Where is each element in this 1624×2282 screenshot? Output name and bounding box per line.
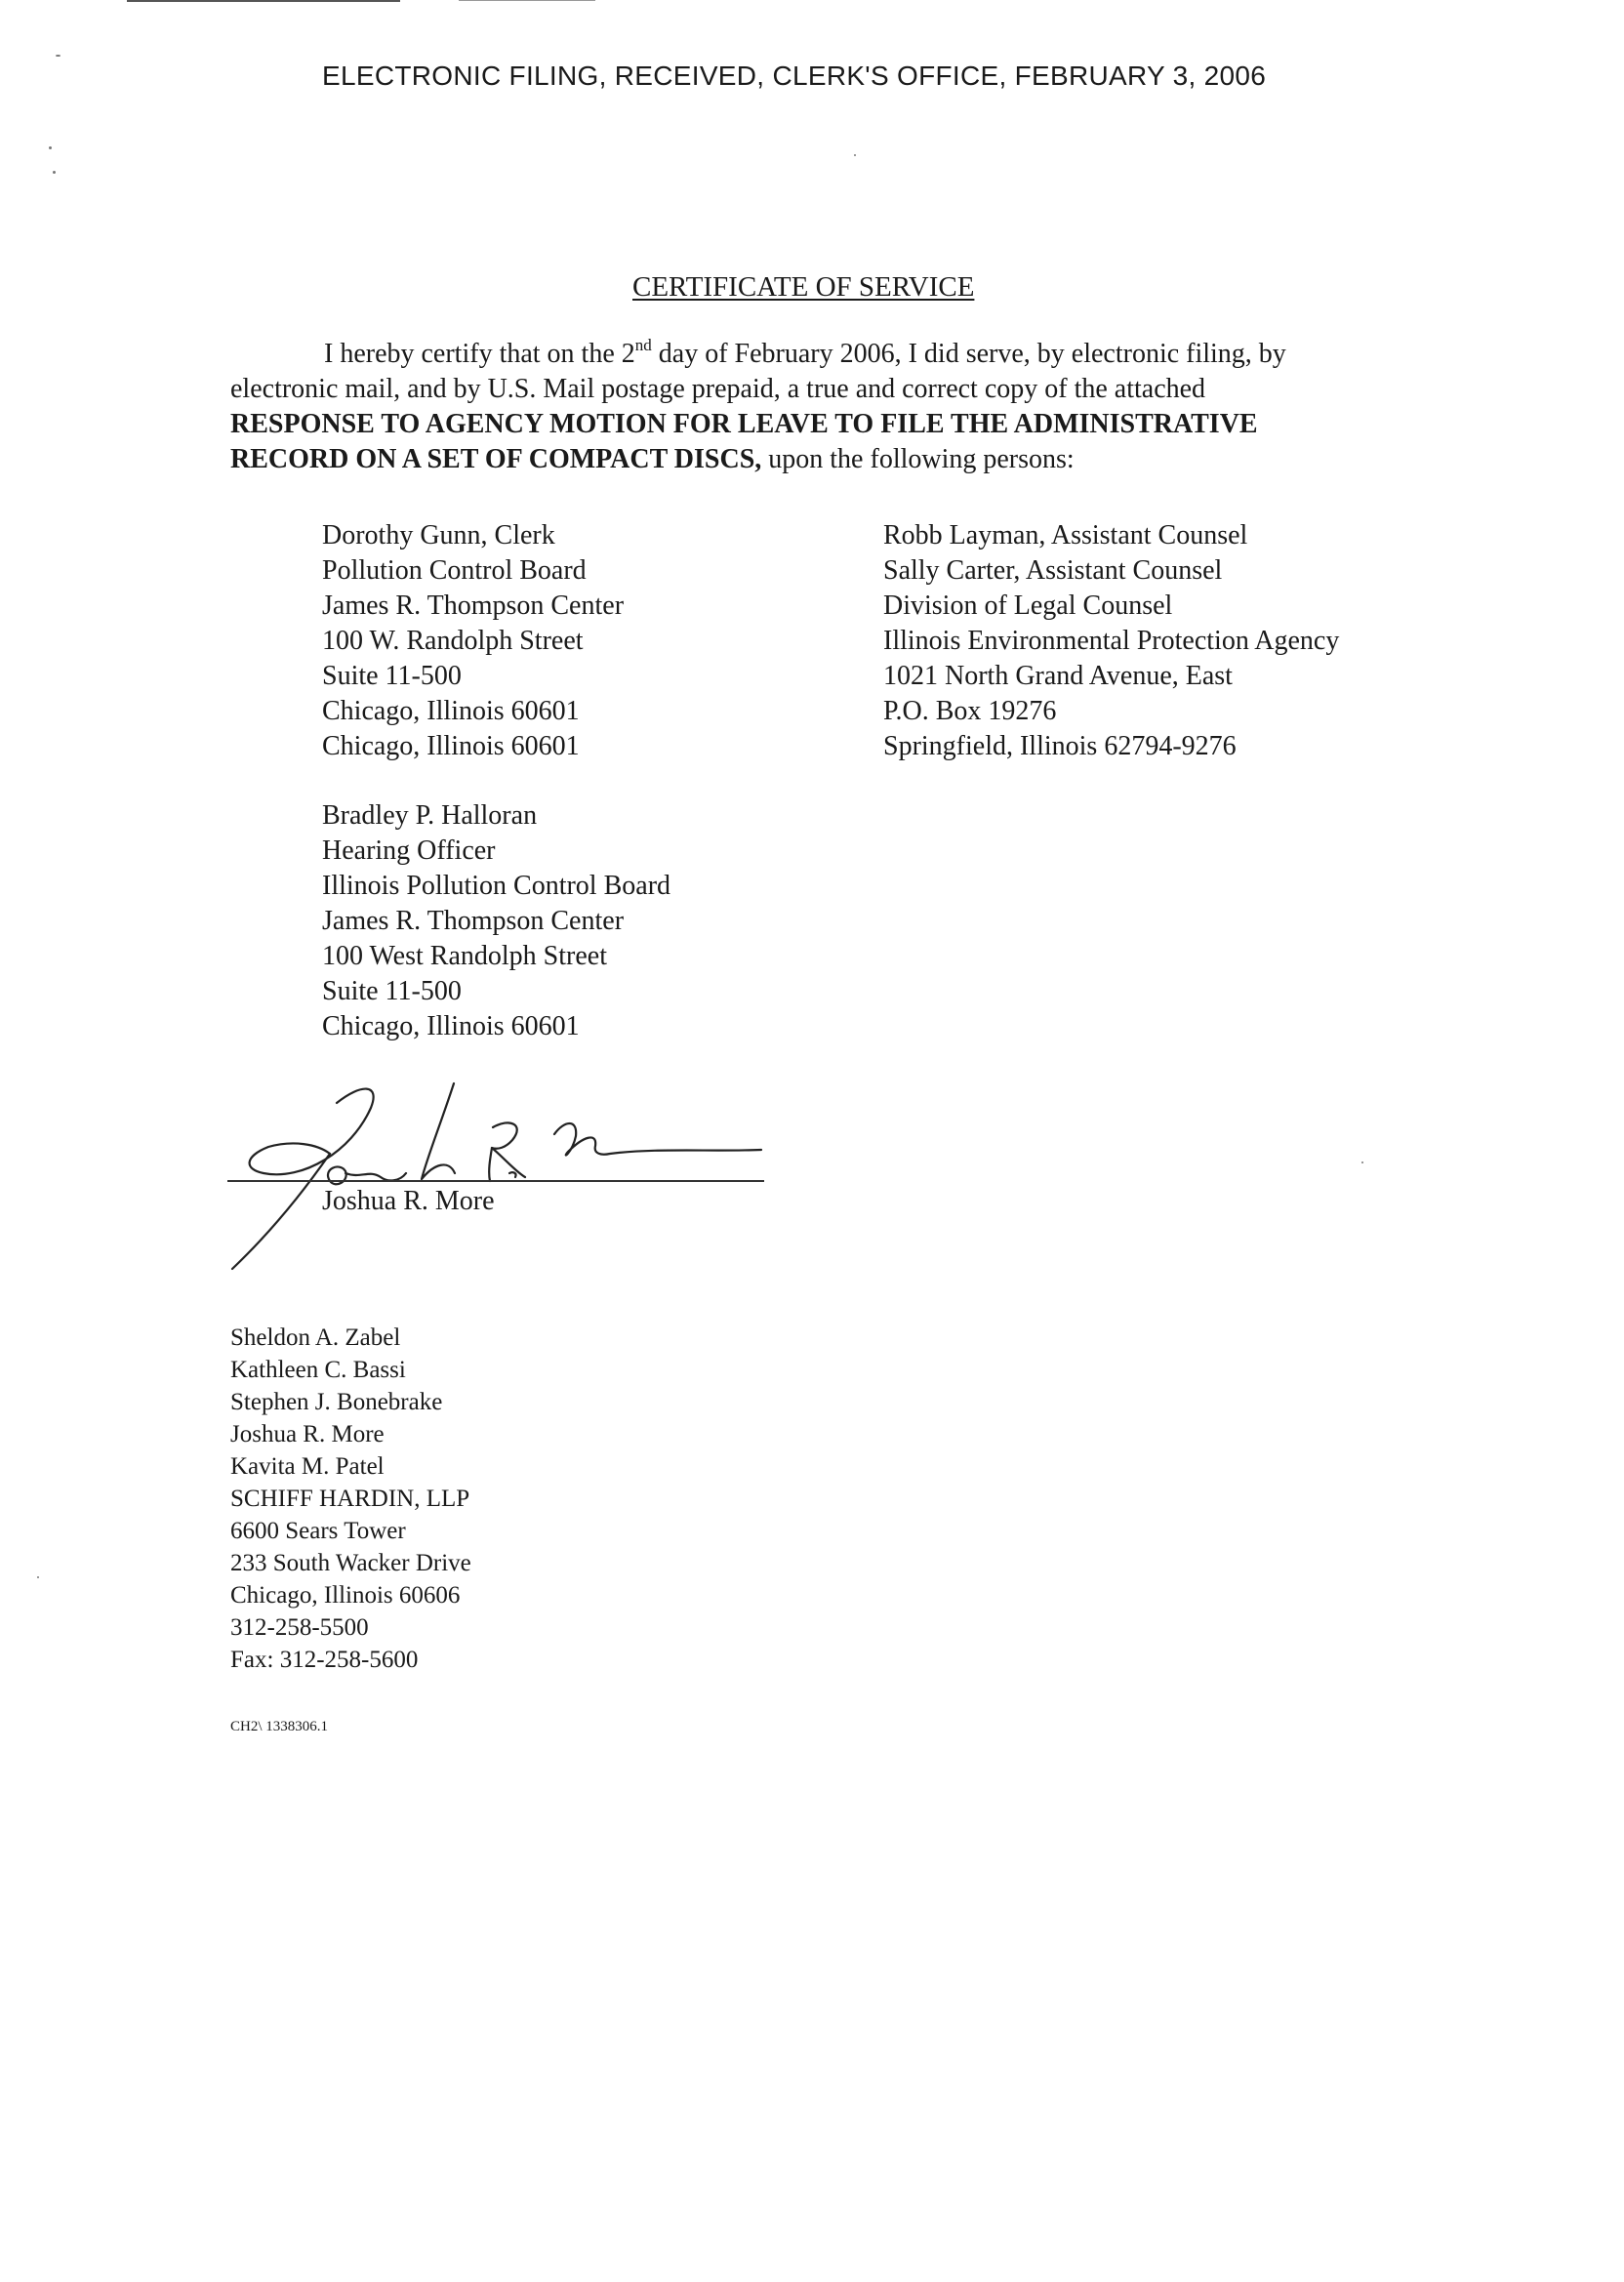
firm-line: 312-258-5500 <box>230 1614 369 1641</box>
address-line: 1021 North Grand Avenue, East <box>883 661 1233 691</box>
address-line: Illinois Pollution Control Board <box>322 871 671 901</box>
address-line: Division of Legal Counsel <box>883 591 1173 621</box>
document-title-line-1: RESPONSE TO AGENCY MOTION FOR LEAVE TO FILE THE ADMINISTRATIVE <box>230 409 1258 439</box>
scan-speck <box>1361 1161 1363 1163</box>
firm-line: Kavita M. Patel <box>230 1453 385 1480</box>
document-id: CH2\ 1338306.1 <box>230 1719 329 1734</box>
address-line: Springfield, Illinois 62794-9276 <box>883 731 1237 761</box>
handwritten-signature <box>215 1064 781 1279</box>
address-line: Suite 11-500 <box>322 976 462 1006</box>
firm-line: Fax: 312-258-5600 <box>230 1647 419 1673</box>
filing-stamp: ELECTRONIC FILING, RECEIVED, CLERK'S OFFICE, FEBRUARY 3, 2006 <box>322 61 1267 91</box>
closing-text: upon the following persons: <box>761 444 1075 474</box>
certificate-title: CERTIFICATE OF SERVICE <box>632 271 975 303</box>
address-line: James R. Thompson Center <box>322 591 625 621</box>
firm-line: 233 South Wacker Drive <box>230 1550 471 1576</box>
firm-line: Sheldon A. Zabel <box>230 1324 401 1351</box>
intro-text-3: electronic mail, and by U.S. Mail postage prepaid, a true and correct copy of the attached <box>230 374 1206 404</box>
document-title-line-2: RECORD ON A SET OF COMPACT DISCS, <box>230 444 762 474</box>
address-line: Illinois Environmental Protection Agency <box>883 626 1340 656</box>
address-line: Bradley P. Halloran <box>322 800 538 831</box>
ordinal-suffix: nd <box>634 336 652 354</box>
scan-speck <box>49 146 52 149</box>
address-line: Chicago, Illinois 60601 <box>322 696 580 726</box>
address-line: Suite 11-500 <box>322 661 462 691</box>
scan-artifact-line <box>127 0 400 2</box>
address-line: 100 W. Randolph Street <box>322 626 584 656</box>
signature-line <box>227 1180 764 1182</box>
firm-line: SCHIFF HARDIN, LLP <box>230 1486 470 1512</box>
scan-speck <box>37 1576 39 1578</box>
scan-artifact-line <box>459 0 595 1</box>
address-line: Pollution Control Board <box>322 555 587 586</box>
firm-line: 6600 Sears Tower <box>230 1518 406 1544</box>
scan-speck <box>854 154 856 156</box>
law-firm-block <box>230 1322 471 1676</box>
firm-line: Stephen J. Bonebrake <box>230 1389 443 1415</box>
recipient-block-clerk <box>322 518 624 764</box>
scan-speck <box>56 55 61 57</box>
recipient-block-agency <box>883 518 1339 764</box>
certificate-paragraph <box>230 337 1431 477</box>
intro-text-1: I hereby certify that on the 2 <box>324 339 635 369</box>
firm-line: Chicago, Illinois 60606 <box>230 1582 461 1609</box>
firm-line: Kathleen C. Bassi <box>230 1357 406 1383</box>
recipient-block-hearing-officer <box>322 798 670 1044</box>
address-line: Sally Carter, Assistant Counsel <box>883 555 1223 586</box>
address-line: Dorothy Gunn, Clerk <box>322 520 555 550</box>
address-line: Chicago, Illinois 60601 <box>322 1011 580 1041</box>
intro-text-2: day of February 2006, I did serve, by electronic filing, by <box>651 339 1286 369</box>
address-line: P.O. Box 19276 <box>883 696 1057 726</box>
scan-speck <box>53 171 56 174</box>
address-line: Chicago, Illinois 60601 <box>322 731 580 761</box>
address-line: 100 West Randolph Street <box>322 941 607 971</box>
firm-line: Joshua R. More <box>230 1421 385 1447</box>
address-line: Robb Layman, Assistant Counsel <box>883 520 1248 550</box>
signer-name: Joshua R. More <box>322 1186 495 1216</box>
address-line: James R. Thompson Center <box>322 906 625 936</box>
address-line: Hearing Officer <box>322 835 496 866</box>
